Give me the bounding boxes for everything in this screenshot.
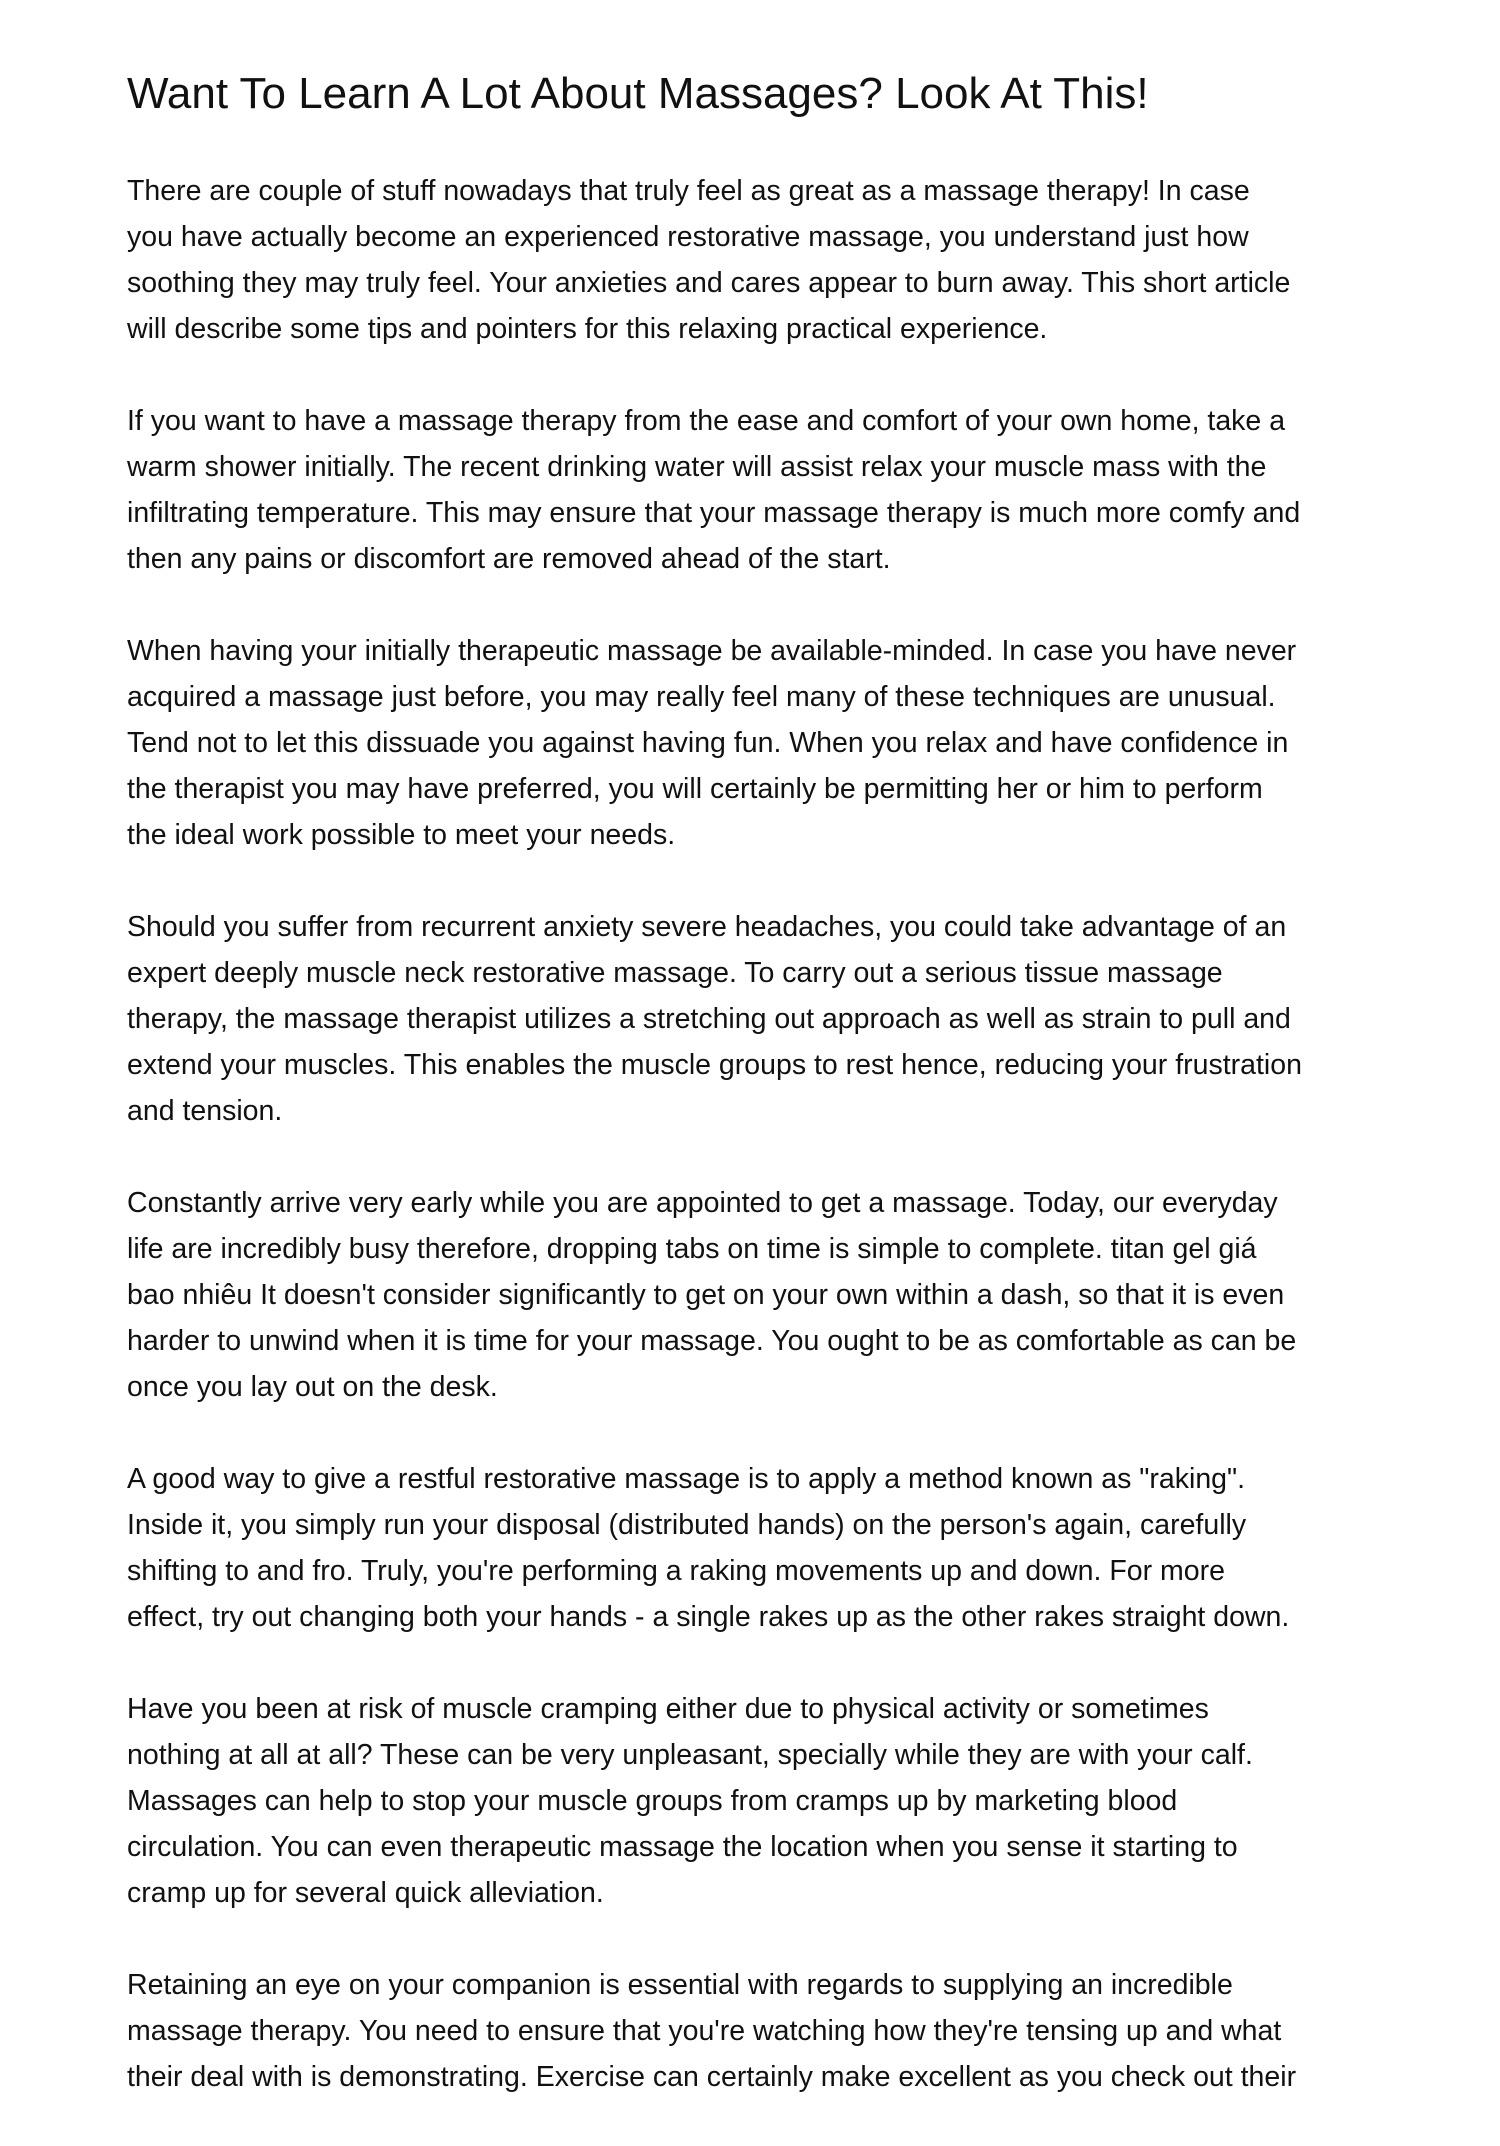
paragraph: When having your initially therapeutic massage be available-minded. In case you have never acquired a massage just before, you may really feel many of these techniques are unusual. Tend not to let this dissuade you against having fun. When you relax and have confidence in the therapist you may have preferred, you will certainly be permitting her or him to perform the ideal work possible to meet your needs. xyxy=(127,635,1297,851)
paragraph: Constantly arrive very early while you are appointed to get a massage. Today, our everyday life are incredibly busy therefore, dropping tabs on time is simple to complete. titan gel giá bao nhiêu It doesn't consider significantly to get on your own within a dash, so that it is even harder to unwind when it is time for your massage. You ought to be as comfortable as can be once you lay out on the desk. xyxy=(127,1187,1297,1403)
paragraph: If you want to have a massage therapy from the ease and comfort of your own home, take a warm shower initially. The recent drinking water will assist relax your muscle mass with the infiltrating temperature. This may ensure that your massage therapy is much more comfy and then any pains or discomfort are removed ahead of the start. xyxy=(127,405,1301,575)
paragraph: Should you suffer from recurrent anxiety severe headaches, you could take advantage of an expert deeply muscle neck restorative massage. To carry out a serious tissue massage therapy, the massage therapist utilizes a stretching out approach as well as strain to pull and extend your muscles. This enables the muscle groups to rest hence, reducing your frustration and tension. xyxy=(127,911,1302,1127)
paragraph: A good way to give a restful restorative massage is to apply a method known as "raking". Inside it, you simply run your disposal (distributed hands) on the person's again, carefully shifting to and fro. Truly, you're performing a raking movements up and down. For more effect, try out changing both your hands - a single rakes up as the other rakes straight down. xyxy=(127,1463,1290,1633)
paragraph: Retaining an eye on your companion is essential with regards to supplying an incredible massage therapy. You need to ensure that you're watching how they're tensing up and what their deal with is demonstrating. Exercise can certainly make excellent as you check out their xyxy=(127,1969,1297,2093)
paragraph: There are couple of stuff nowadays that truly feel as great as a massage therapy! In case you have actually become an experienced restorative massage, you understand just how soothing they may truly feel. Your anxieties and cares appear to burn away. This short article will describe some tips and pointers for this relaxing practical experience. xyxy=(127,175,1291,345)
paragraph: Have you been at risk of muscle cramping either due to physical activity or sometimes nothing at all at all? These can be very unpleasant, specially while they are with your calf. Massages can help to stop your muscle groups from cramps up by marketing blood circulation. You can even therapeutic massage the location when you sense it starting to cramp up for several quick alleviation. xyxy=(127,1693,1253,1909)
article-body xyxy=(127,168,1387,2146)
page-title: Want To Learn A Lot About Massages? Look At This! xyxy=(127,69,1149,118)
